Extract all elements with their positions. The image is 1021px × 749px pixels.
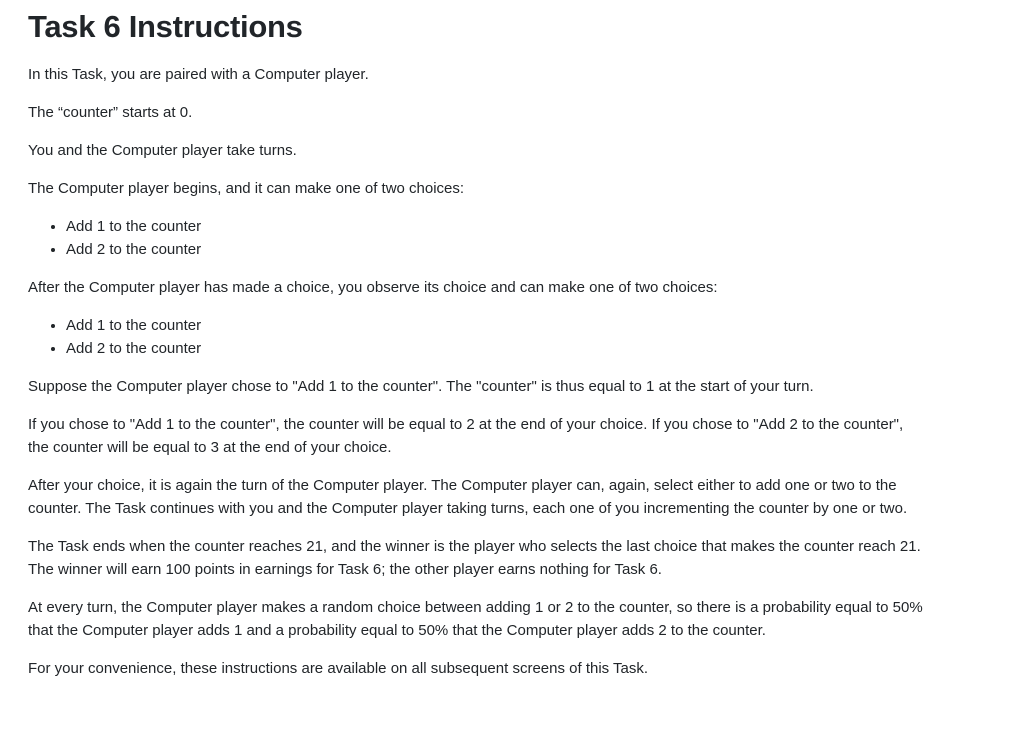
paragraph-pairing: In this Task, you are paired with a Computer player. xyxy=(28,66,369,83)
paragraph-example: Suppose the Computer player chose to "Add 1 to the counter". The "counter" is thus equal to 1 at the start of your turn. xyxy=(28,378,814,395)
paragraph-computer-begins: The Computer player begins, and it can make one of two choices: xyxy=(28,180,465,197)
list-item: • Add 2 to the counter xyxy=(66,238,928,261)
paragraph-convenience: For your convenience, these instructions are available on all subsequent screens of this Task. xyxy=(28,660,649,677)
page-title: Task 6 Instructions xyxy=(28,9,303,44)
paragraph-example-outcome: If you chose to "Add 1 to the counter", the counter will be equal to 2 at the end of your choice. If you chose to "Add 2 to the counter", the counter will be equal to 3 at the end of your choice. xyxy=(28,416,904,456)
your-choices-list xyxy=(28,314,928,360)
computer-choices-list xyxy=(28,215,928,261)
paragraph-turns: You and the Computer player take turns. xyxy=(28,142,297,159)
paragraph-your-choice: After the Computer player has made a choice, you observe its choice and can make one of two choices: xyxy=(28,279,718,296)
instructions-page xyxy=(28,8,928,695)
paragraph-counter-start: The “counter” starts at 0. xyxy=(28,104,193,121)
list-item: • Add 1 to the counter xyxy=(66,215,928,238)
list-item: • Add 2 to the counter xyxy=(66,337,928,360)
paragraph-end-condition: The Task ends when the counter reaches 21, and the winner is the player who selects the last choice that makes the counter reach 21. The winner will earn 100 points in earnings for Task 6; the other player earns nothing for Task 6. xyxy=(28,538,921,578)
paragraph-continuation: After your choice, it is again the turn of the Computer player. The Computer player can, again, select either to add one or two to the counter. The Task continues with you and the Computer player taking turns, each one of you incrementing the counter by one or two. xyxy=(28,477,908,517)
list-item: • Add 1 to the counter xyxy=(66,314,928,337)
paragraph-probability: At every turn, the Computer player makes a random choice between adding 1 or 2 to the counter, so there is a probability equal to 50% that the Computer player adds 1 and a probability equal to 50% that the Computer player adds 2 to the counter. xyxy=(28,599,923,639)
